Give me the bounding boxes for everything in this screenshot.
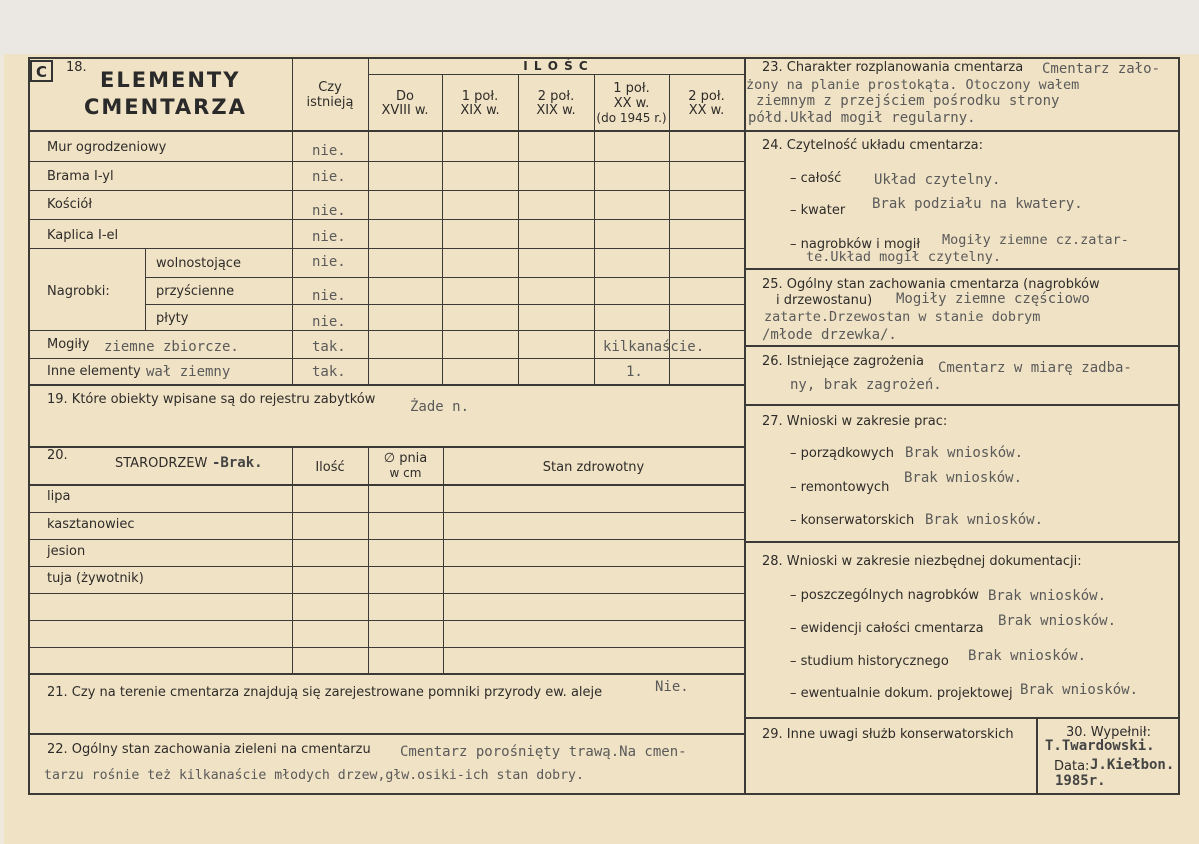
q25-label-line2: i drzewostanu) <box>776 293 873 308</box>
q25-answer-line3: /młode drzewka/. <box>762 327 897 343</box>
q27-label: 27. Wnioski w zakresie prac: <box>762 414 948 429</box>
q19-answer: Żade n. <box>410 399 470 415</box>
row-wolnostojace-label: wolnostojące <box>156 256 241 271</box>
row-inne-count: 1. <box>626 364 643 380</box>
q27-remontowych-label: – remontowych <box>790 480 890 495</box>
row-mogily-typed: ziemne zbiorcze. <box>104 339 239 355</box>
q20-col-pnia-line2: w cm <box>389 466 422 480</box>
period-1-line1: Do <box>396 89 414 104</box>
header-czy-line1: Czy <box>318 80 342 95</box>
q30-name2: J.Kiełbon. <box>1090 757 1175 773</box>
q20-number: 20. <box>47 448 68 463</box>
q28-ewidencji-label: – ewidencji całości cmentarza <box>790 621 984 636</box>
q24-kwater-label: – kwater <box>790 203 846 218</box>
q26-answer-line2: ny, brak zagrożeń. <box>790 377 942 393</box>
row-nagrobki-label: Nagrobki: <box>47 284 110 299</box>
tree-row-4: tuja (żywotnik) <box>47 571 144 586</box>
q25-answer-line1: Mogiły ziemne częściowo <box>896 291 1090 307</box>
q22-answer-line2: tarzu rośnie też kilkanaście młodych drzew,głw.osiki-ich stan dobry. <box>44 768 584 783</box>
row-przyscienne-value: nie. <box>312 288 346 304</box>
q20-label: STARODRZEW <box>115 456 208 471</box>
period-1-line2: XVIII w. <box>381 103 429 118</box>
q27-konserwatorskich-answer: Brak wniosków. <box>925 512 1044 528</box>
q23-answer-line2: żony na planie prostokąta. Otoczony wałem <box>746 77 1080 93</box>
period-2-line1: 1 poł. <box>461 89 499 104</box>
q24-nagrobkow-label: – nagrobków i mogił <box>790 237 921 252</box>
q22-label: 22. Ogólny stan zachowania zieleni na cmentarzu <box>47 742 371 757</box>
q20-col-ilosc: Ilość <box>315 460 345 475</box>
period-2-line2: XIX w. <box>460 103 500 118</box>
row-przyscienne-label: przyścienne <box>156 284 235 299</box>
q23-answer-line1: Cmentarz zało- <box>1042 61 1161 77</box>
q20-typed: -Brak. <box>212 455 263 471</box>
period-3-line1: 2 poł. <box>537 89 575 104</box>
row-kosciol-value: nie. <box>312 203 346 219</box>
q30-data-label: Data: <box>1054 759 1090 774</box>
row-kaplica-label: Kaplica I-el <box>47 228 119 243</box>
q20-col-pnia-line1: ∅ pnia <box>383 451 428 466</box>
period-4-line2: XX w. <box>613 96 650 111</box>
row-inne-label: Inne elementy <box>47 364 141 379</box>
period-5-line2: XX w. <box>688 103 725 118</box>
q24-label: 24. Czytelność układu cmentarza: <box>762 138 984 153</box>
tree-row-1: lipa <box>47 489 71 504</box>
row-kosciol-label: Kościół <box>47 197 93 212</box>
q28-label: 28. Wnioski w zakresie niezbędnej dokumentacji: <box>762 554 1082 569</box>
section-c-box: C <box>30 60 53 82</box>
q28-studium-answer: Brak wniosków. <box>968 648 1087 664</box>
q27-remontowych-answer: Brak wniosków. <box>904 470 1023 486</box>
row-inne-value: tak. <box>312 364 346 380</box>
section-18-title-line1: ELEMENTY <box>100 68 241 92</box>
period-5-line1: 2 poł. <box>688 89 725 104</box>
q28-nagrobkow-answer: Brak wniosków. <box>988 588 1107 604</box>
row-plyty-value: nie. <box>312 314 346 330</box>
q24-calosc-answer: Układ czytelny. <box>874 172 1001 188</box>
q24-kwater-answer: Brak podziału na kwatery. <box>872 196 1083 212</box>
q19-label: 19. Które obiekty wpisane są do rejestru zabytków <box>47 392 376 407</box>
q25-answer-line2: zatarte.Drzewostan w stanie dobrym <box>764 309 1041 325</box>
q28-projektowej-answer: Brak wniosków. <box>1020 682 1139 698</box>
row-mogily-label: Mogiły <box>47 337 90 352</box>
row-plyty-label: płyty <box>156 311 189 326</box>
q23-label: 23. Charakter rozplanowania cmentarza <box>762 60 1024 75</box>
section-18-number: 18. <box>66 60 87 75</box>
row-mogily-count: kilkanaście. <box>603 339 705 355</box>
q26-label: 26. Istniejące zagrożenia <box>762 354 924 369</box>
period-3-line2: XIX w. <box>536 103 576 118</box>
q24-calosc-label: – całość <box>790 171 842 186</box>
row-kaplica-value: nie. <box>312 229 346 245</box>
q23-answer-line3: ziemnym z przejściem pośrodku strony <box>756 93 1060 109</box>
q28-ewidencji-answer: Brak wniosków. <box>998 613 1117 629</box>
row-inne-typed: wał ziemny <box>146 364 231 380</box>
tree-row-3: jesion <box>47 544 86 559</box>
q23-answer-line4: półd.Układ mogił regularny. <box>748 110 976 126</box>
q24-nagrobkow-answer2: te.Układ mogił czytelny. <box>806 249 1002 265</box>
tree-row-2: kasztanowiec <box>47 517 135 532</box>
row-wolnostojace-value: nie. <box>312 254 346 270</box>
period-4-line1: 1 poł. <box>613 81 650 96</box>
row-brama-label: Brama I-yl <box>47 169 114 184</box>
q20-col-stan: Stan zdrowotny <box>542 460 645 475</box>
row-mogily-value: tak. <box>312 339 346 355</box>
q27-porzadkowych-label: – porządkowych <box>790 446 894 461</box>
q26-answer-line1: Cmentarz w miarę zadba- <box>938 360 1132 376</box>
period-4-line3: (do 1945 r.) <box>596 111 667 125</box>
q29-label: 29. Inne uwagi służb konserwatorskich <box>762 727 1014 742</box>
q27-porzadkowych-answer: Brak wniosków. <box>905 445 1024 461</box>
q27-konserwatorskich-label: – konserwatorskich <box>790 513 915 528</box>
q22-answer-line1: Cmentarz porośnięty trawą.Na cmen- <box>400 744 687 760</box>
q30-name: T.Twardowski. <box>1045 738 1155 754</box>
q28-nagrobkow-label: – poszczególnych nagrobków <box>790 588 980 603</box>
q30-label: 30. Wypełnił: <box>1066 725 1151 740</box>
top-strip <box>0 0 1199 55</box>
q28-projektowej-label: – ewentualnie dokum. projektowej <box>790 686 1013 701</box>
q25-label-line1: 25. Ogólny stan zachowania cmentarza (nagrobków <box>762 277 1100 292</box>
header-ilosc: I L O Ś C <box>523 59 589 73</box>
row-mur-value: nie. <box>312 143 346 159</box>
row-brama-value: nie. <box>312 169 346 185</box>
q28-studium-label: – studium historycznego <box>790 654 949 669</box>
q30-year: 1985r. <box>1055 773 1106 789</box>
section-18-title-line2: CMENTARZA <box>84 95 247 119</box>
q24-nagrobkow-answer: Mogiły ziemne cz.zatar- <box>942 232 1129 248</box>
q21-answer: Nie. <box>655 679 689 695</box>
row-mur-label: Mur ogrodzeniowy <box>47 140 167 155</box>
q21-label: 21. Czy na terenie cmentarza znajdują się zarejestrowane pomniki przyrody ew. aleje <box>47 685 603 700</box>
header-czy-line2: istnieją <box>306 95 354 110</box>
